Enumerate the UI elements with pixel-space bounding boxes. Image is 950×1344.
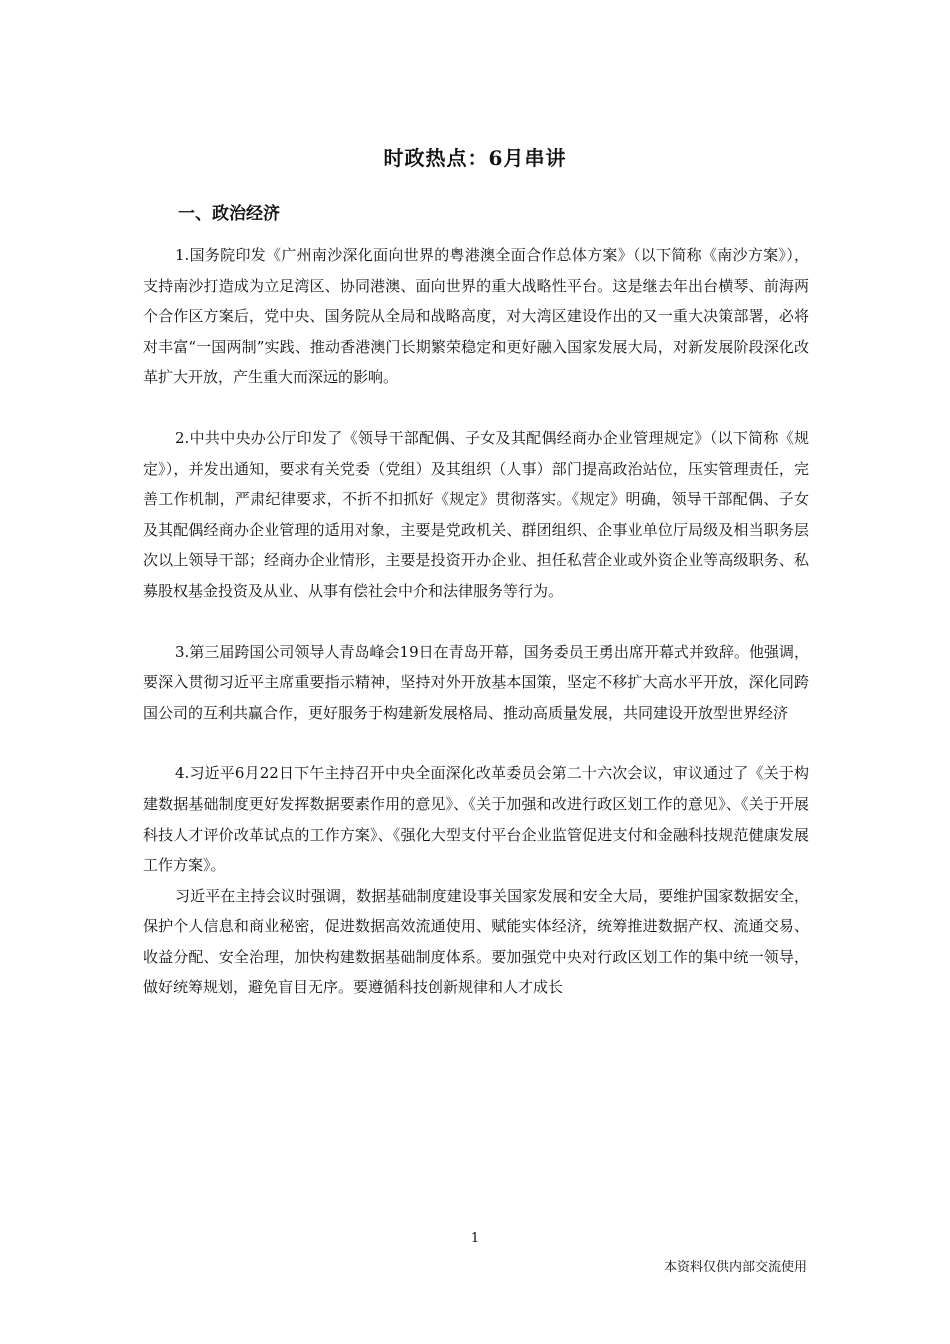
paragraph-item-1: 1.国务院印发《广州南沙深化面向世界的粤港澳全面合作总体方案》（以下简称《南沙方案》），支持南沙打造成为立足湾区、协同港澳、面向世界的重大战略性平台。这是继去年出台横琴、前海两个合作区方案后，党中央、国务院从全局和战略高度，对大湾区建设作出的又一重大决策部署，必将对丰富“一国两制”实践、推动香港澳门长期繁荣稳定和更好融入国家发展大局，对新发展阶段深化改革扩大开放，产生重大而深远的影响。 xyxy=(143,246,809,387)
paragraph-item-5: 习近平在主持会议时强调，数据基础制度建设事关国家发展和安全大局，要维护国家数据安全，保护个人信息和商业秘密，促进数据高效流通使用、赋能实体经济，统筹推进数据产权、流通交易、收益分配、安全治理，加快构建数据基础制度体系。要加强党中央对行政区划工作的集中统一领导，做好统筹规划，避免盲目无序。要遵循科技创新规律和人才成长 xyxy=(143,886,809,997)
page-number: 1 xyxy=(470,1231,480,1246)
paragraph-item-4: 4.习近平6月22日下午主持召开中央全面深化改革委员会第二十六次会议，审议通过了《关于构建数据基础制度更好发挥数据要素作用的意见》、《关于加强和改进行政区划工作的意见》、《关于开展科技人才评价改革试点的工作方案》、《强化大型支付平台企业监管促进支付和金融科技规范健康发展工作方案》。 xyxy=(143,764,809,875)
page-title: 时政热点：6月串讲 xyxy=(383,146,567,170)
paragraph-item-2: 2.中共中央办公厅印发了《领导干部配偶、子女及其配偶经商办企业管理规定》（以下简称《规定》），并发出通知，要求有关党委（党组）及其组织（人事）部门提高政治站位，压实管理责任，完善工作机制，严肃纪律要求，不折不扣抓好《规定》贯彻落实。《规定》明确，领导干部配偶、子女及其配偶经商办企业管理的适用对象，主要是党政机关、群团组织、企事业单位厅局级及相当职务层次以上领导干部；经商办企业情形，主要是投资开办企业、担任私营企业或外资企业等高级职务、私募股权基金投资及从业、从事有偿社会中介和法律服务等行为。 xyxy=(143,428,809,600)
document-body xyxy=(143,240,809,1003)
footer-note: 本资料仅供内部交流使用 xyxy=(663,1260,807,1275)
section-heading: 一、政治经济 xyxy=(178,204,280,224)
paragraph-item-3: 3.第三届跨国公司领导人青岛峰会19日在青岛开幕，国务委员王勇出席开幕式并致辞。他强调，要深入贯彻习近平主席重要指示精神，坚持对外开放基本国策，坚定不移扩大高水平开放，深化同跨国公司的互利共赢合作，更好服务于构建新发展格局、推动高质量发展，共同建设开放型世界经济 xyxy=(143,642,809,722)
